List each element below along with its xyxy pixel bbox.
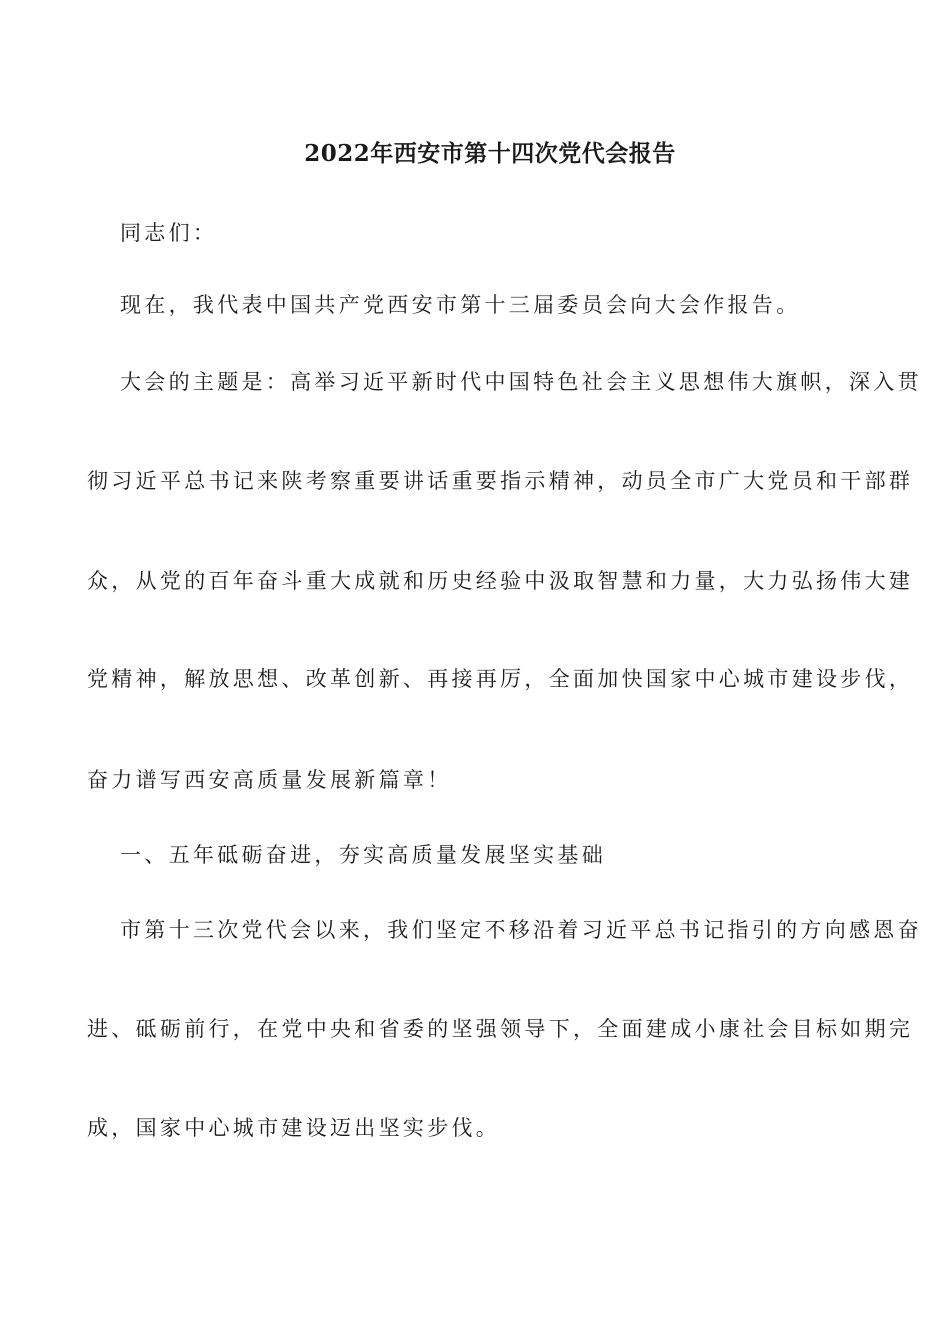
- paragraph-line: 党精神，解放思想、改革创新、再接再厉，全面加快国家中心城市建设步伐，: [87, 667, 914, 691]
- paragraph-line: 奋力谱写西安高质量发展新篇章！: [87, 768, 452, 792]
- section-heading: 一、五年砥砺奋进，夯实高质量发展坚实基础: [120, 843, 606, 867]
- paragraph-line: 成，国家中心城市建设迈出坚实步伐。: [87, 1116, 501, 1140]
- paragraph-line: 众，从党的百年奋斗重大成就和历史经验中汲取智慧和力量，大力弘扬伟大建: [87, 569, 914, 593]
- paragraph-line: 彻习近平总书记来陕考察重要讲话重要指示精神，动员全市广大党员和干部群: [87, 469, 914, 493]
- paragraph-line: 进、砥砺前行，在党中央和省委的坚强领导下，全面建成小康社会目标如期完: [87, 1017, 914, 1041]
- salutation: 同志们：: [120, 221, 218, 245]
- document-title: 2022年西安市第十四次党代会报告: [304, 140, 676, 167]
- paragraph-line: 大会的主题是：高举习近平新时代中国特色社会主义思想伟大旗帜，深入贯: [120, 370, 922, 394]
- paragraph-line: 现在，我代表中国共产党西安市第十三届委员会向大会作报告。: [120, 293, 801, 317]
- paragraph-line: 市第十三次党代会以来，我们坚定不移沿着习近平总书记指引的方向感恩奋: [120, 918, 922, 942]
